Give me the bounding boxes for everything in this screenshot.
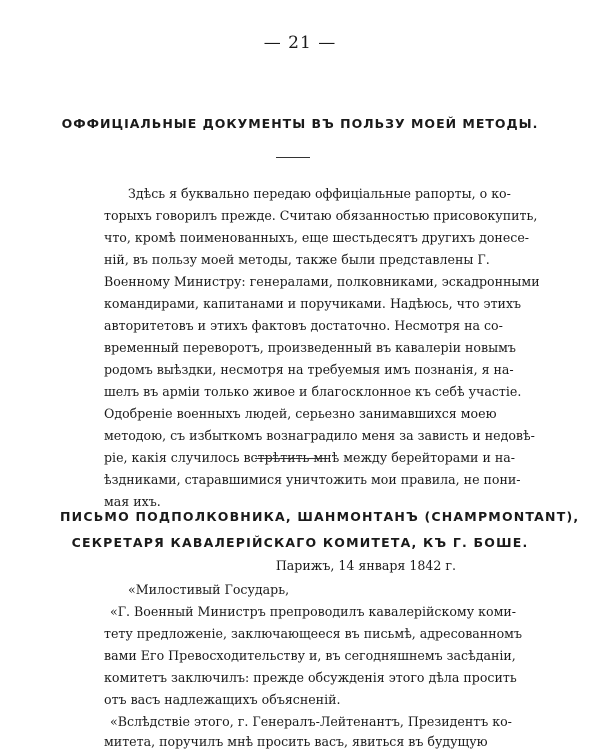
page-number: — 21 — [263, 33, 337, 53]
letter-dateline: Парижъ, 14 января 1842 г. [275, 558, 456, 573]
body-line: комитетъ заключилъ: прежде обсужденія этого дѣла просить [104, 670, 517, 685]
letter-heading-line-1: ПИСЬМО ПОДПОЛКОВНИКА, ШАНМОНТАНЪ (CHAMPMONTANT), [60, 509, 580, 524]
body-line: временный переворотъ, произведенный въ кавалеріи новымъ [104, 340, 516, 355]
body-line: командирами, капитанами и поручиками. Надѣюсь, что этихъ [104, 296, 522, 311]
body-line: авторитетовъ и этихъ фактовъ достаточно. Несмотря на со- [104, 318, 503, 333]
letter-salutation: «Милостивый Государь, [128, 582, 290, 597]
body-line: родомъ выѣздки, несмотря на требуемыя имъ познанія, я на- [104, 362, 514, 377]
body-line: «Г. Военный Министръ препроводилъ кавалерійскому коми- [110, 604, 517, 619]
body-line: тету предложеніе, заключающееся въ письмѣ, адресованномъ [104, 626, 522, 641]
body-line: ріе, какія случилось встрѣтить мнѣ между берейторами и на- [104, 450, 516, 465]
body-line: Одобреніе военныхъ людей, серьезно занимавшихся моею [104, 406, 497, 421]
body-line: что, кромѣ поименованныхъ, еще шестьдесятъ другихъ донесе- [104, 230, 530, 245]
body-line: Здѣсь я буквально передаю оффиціальные рапорты, о ко- [128, 186, 511, 201]
body-line: отъ васъ надлежащихъ объясненій. [104, 692, 341, 707]
body-line: ѣздниками, старавшимися уничтожить мои правила, не пони- [104, 472, 521, 487]
body-line: ній, въ пользу моей методы, также были представлены Г. [104, 252, 490, 267]
body-line: «Вслѣдствіе этого, г. Генералъ-Лейтенантъ, Президентъ ко- [110, 714, 512, 729]
body-line: вами Его Превосходительству и, въ сегодняшнемъ засѣданіи, [104, 648, 516, 663]
body-line: Военному Министру: генералами, полковниками, эскадронными [104, 274, 540, 289]
section-divider [255, 458, 327, 459]
body-line: митета, поручилъ мнѣ просить васъ, явиться въ будущую [104, 734, 488, 749]
heading-divider [276, 157, 310, 158]
body-line: методою, съ избыткомъ вознаградило меня за зависть и недовѣ- [104, 428, 535, 443]
body-line: мая ихъ. [104, 494, 161, 509]
section-heading-official-documents: ОФФИЦІАЛЬНЫЕ ДОКУМЕНТЫ ВЪ ПОЛЬЗУ МОЕЙ МЕТОДЫ. [61, 116, 539, 131]
body-line: шелъ въ арміи только живое и благосклонное къ себѣ участіе. [104, 384, 522, 399]
body-line: торыхъ говорилъ прежде. Считаю обязанностью присовокупить, [104, 208, 538, 223]
letter-heading-line-2: СЕКРЕТАРЯ КАВАЛЕРІЙСКАГО КОМИТЕТА, КЪ Г. БОШЕ. [71, 535, 529, 550]
